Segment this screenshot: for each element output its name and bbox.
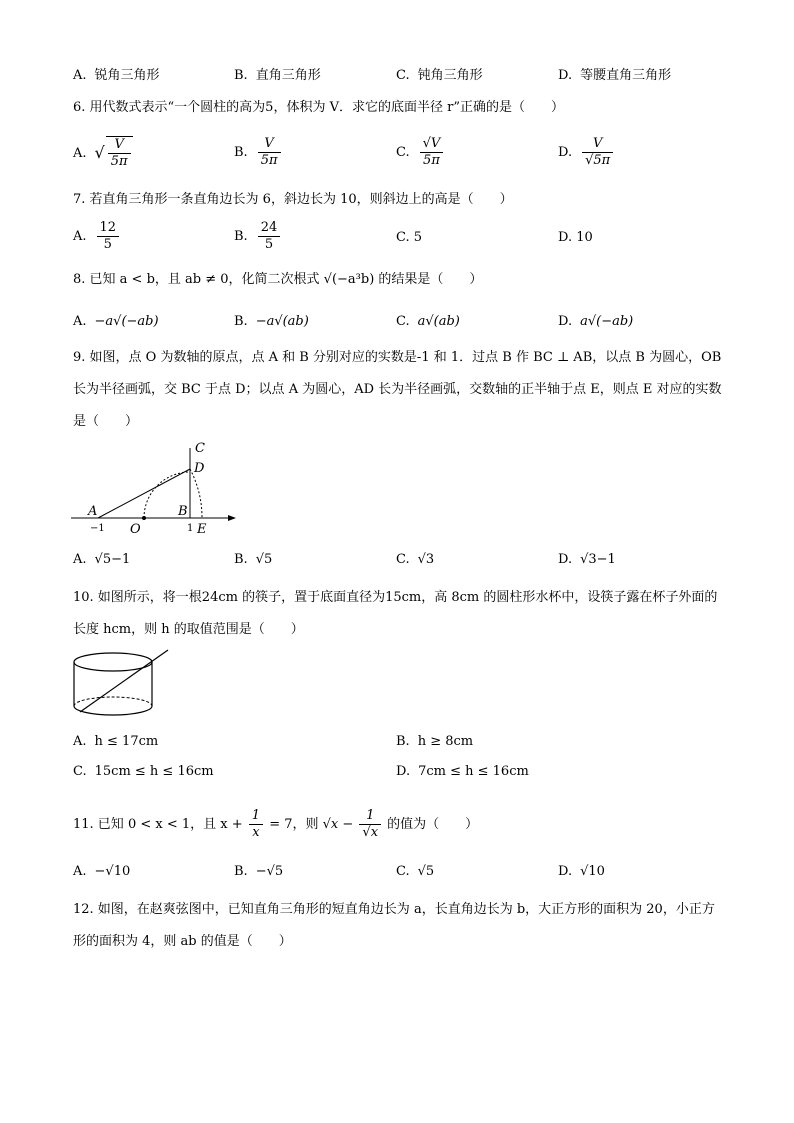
q8-option-c: C. a√(ab) (396, 314, 460, 329)
q5-option-b: B. 直角三角形 (234, 68, 321, 83)
q9-option-d: D. √3−1 (558, 552, 616, 567)
q10-option-a: A. h ≤ 17cm (73, 734, 159, 749)
label-b: B (178, 504, 188, 519)
cup-bottom-back (74, 697, 152, 706)
q8-option-a: A. −a√(−ab) (73, 314, 159, 329)
q9-option-a: A. √5−1 (73, 552, 131, 567)
label-one: 1 (187, 523, 194, 534)
q10-option-c: C. 15cm ≤ h ≤ 16cm (73, 764, 214, 779)
arc-ae (190, 469, 202, 518)
q5-option-c: C. 钝角三角形 (396, 68, 483, 83)
axis-arrow (228, 515, 236, 521)
q6-stem: 6. 用代数式表示“一个圆柱的高为5，体积为 V．求它的底面半径 r”正确的是（ ） (73, 100, 564, 115)
q11-option-a: A. −√10 (73, 864, 131, 879)
point-o (142, 516, 146, 520)
q9-option-b: B. √5 (234, 552, 273, 567)
q11-option-c: C. √5 (396, 864, 435, 879)
number-line-figure (66, 436, 246, 536)
q11-option-d: D. √10 (558, 864, 605, 879)
q7-option-a: A. $\frac{12}{5}$ (73, 220, 121, 253)
q7-option-d: D. 10 (558, 230, 593, 245)
q10-stem: 10. 如图所示，将一根24cm 的筷子，置于底面直径为15cm，高 8cm 的圆柱形水杯中，设筷子露在杯子外面的长度 hcm，则 h 的取值范围是（ ） (73, 590, 718, 637)
label-e: E (197, 522, 207, 536)
q7-option-b: B. $\frac{24}{5}$ (234, 220, 282, 253)
label-a: A (88, 504, 98, 519)
q10-option-d: D. 7cm ≤ h ≤ 16cm (396, 764, 529, 779)
label-o: O (130, 522, 141, 536)
q8-option-b: B. −a√(ab) (234, 314, 309, 329)
segment-ad (98, 469, 190, 518)
label-c: C (195, 441, 205, 456)
cylinder-cup-figure (70, 648, 174, 722)
q5-option-a: A. 锐角三角形 (73, 68, 160, 83)
q6-option-b: B. $\frac{V}{5\pi}$ (234, 136, 283, 169)
q7-stem: 7. 若直角三角形一条直角边长为 6，斜边长为 10，则斜边上的高是（ ） (73, 192, 513, 207)
q6-option-d: D. $\frac{V}{√5\pi}$ (558, 136, 615, 169)
q11-stem: 11. 已知 0 < x < 1，且 x + $\frac{1}{x}$ = 7，则 √x − $\frac{1}{√x}$ 的值为（ ） (73, 808, 479, 840)
q6-option-a: A. √ $\frac{V}{5\pi}$ (73, 136, 135, 170)
q6-option-c: C. $\frac{√V}{5\pi}$ (396, 136, 445, 169)
q5-option-d: D. 等腰直角三角形 (558, 68, 672, 83)
label-neg1: −1 (90, 523, 105, 534)
q12-stem: 12. 如图，在赵爽弦图中，已知直角三角形的短直角边长为 a，长直角边长为 b，大正方形的面积为 20，小正方形的面积为 4，则 ab 的值是（ ） (73, 902, 715, 949)
chopstick (80, 650, 168, 712)
q10-option-b: B. h ≥ 8cm (396, 734, 474, 749)
q11-option-b: B. −√5 (234, 864, 284, 879)
q9-stem: 9. 如图，点 O 为数轴的原点，点 A 和 B 分别对应的实数是-1 和 1．过点 B 作 BC ⊥ AB，以点 B 为圆心，OB 长为半径画弧，交 BC 于点 D；以点 A 为圆心，AD 长为半径画弧，交数轴的正半轴于点 E，则点 E 对应的实数是（ ） (73, 350, 722, 429)
q9-option-c: C. √3 (396, 552, 435, 567)
q7-option-c: C. 5 (396, 230, 423, 245)
q8-option-d: D. a√(−ab) (558, 314, 634, 329)
q8-stem: 8. 已知 a < b，且 ab ≠ 0，化简二次根式 √(−a³b) 的结果是（ ） (73, 272, 483, 287)
label-d: D (194, 461, 205, 476)
cup-top-rim (74, 653, 152, 671)
